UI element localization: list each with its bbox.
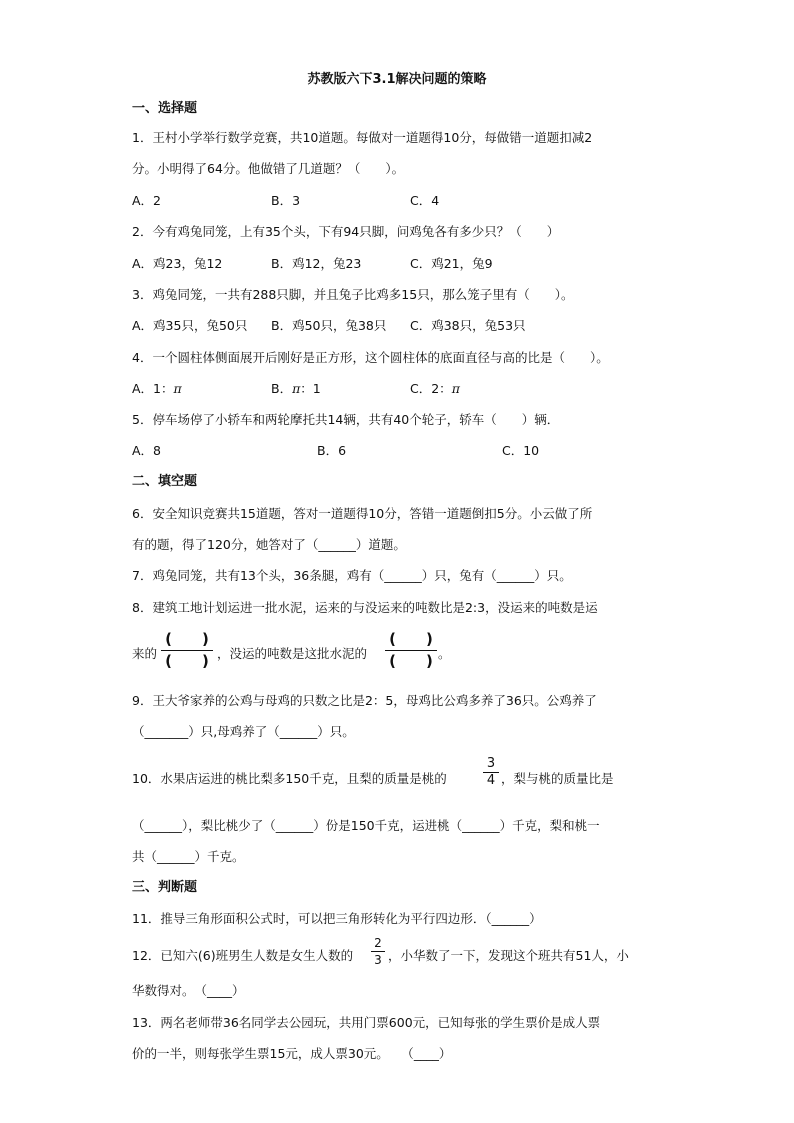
q11-line1: 11．推导三角形面积公式时，可以把三角形转化为平行四边形．（______）	[132, 911, 542, 926]
q4-option-b-suffix: ：1	[300, 381, 321, 396]
blank-fraction: ( ) ( )	[385, 630, 437, 671]
fraction-numerator: 2	[374, 936, 382, 950]
section-heading-choice: 一、选择题	[132, 101, 198, 116]
fraction-numerator: 3	[486, 756, 496, 771]
q13-line2: 价的一半，则每张学生票15元，成人票30元。 （____）	[132, 1046, 452, 1061]
q4-option-c-text: C．2：	[410, 381, 452, 396]
q5-option-a: A．8	[132, 443, 162, 458]
q4-option-b-prefix: B．	[271, 381, 293, 396]
q4-option-a-text: A．1：	[132, 381, 174, 396]
pi-symbol: π	[292, 381, 301, 396]
q4-option-a	[132, 381, 182, 397]
q6-line1: 6．安全知识竞赛共15道题，答对一道题得10分，答错一道题倒扣5分。小云做了所	[132, 506, 593, 521]
q12-line2: 华数得对。 （____）	[132, 983, 245, 998]
fraction-denominator: 4	[486, 773, 496, 788]
q1-option-a: A．2	[132, 193, 162, 208]
q3-option-a: A．鸡35只，兔50只	[132, 318, 248, 333]
q4-option-c	[410, 381, 460, 397]
q6-line2: 有的题，得了120分，她答对了（______）道题。	[132, 537, 406, 552]
q2-option-a: A．鸡23，兔12	[132, 256, 223, 271]
q2-option-b: B．鸡12，兔23	[271, 256, 362, 271]
q4-line1: 4．一个圆柱体侧面展开后刚好是正方形，这个圆柱体的底面直径与高的比是（ ）。	[132, 350, 609, 365]
q2-line1: 2．今有鸡兔同笼，上有35个头，下有94只脚，问鸡兔各有多少只？（ ）	[132, 224, 560, 239]
q10-line1-end: ，梨与桃的质量比是	[501, 771, 614, 786]
q9-line2: （_______）只,母鸡养了（______）只。	[132, 724, 355, 739]
q1-option-b: B．3	[271, 193, 301, 208]
page-title: 苏教版六下3.1解决问题的策略	[307, 72, 487, 87]
q3-option-b: B．鸡50只，兔38只	[271, 318, 387, 333]
section-heading-judge: 三、判断题	[132, 880, 198, 895]
q1-line1: 1．王村小学举行数学竞赛，共10道题。每做对一道题得10分，每做错一道题扣减2	[132, 130, 593, 145]
fraction-two-thirds	[371, 936, 385, 967]
q12-line1-start: 12．已知六(6)班男生人数是女生人数的	[132, 948, 354, 963]
q10-line1-start: 10．水果店运进的桃比梨多150千克，且梨的质量是桃的	[132, 771, 447, 786]
q12-line1-end: ，小华数了一下，发现这个班共有51人，小	[388, 948, 629, 963]
q10-line2: （______），梨比桃少了（______）份是150千克，运进桃（______）千克，梨和桃一	[132, 818, 600, 833]
q5-option-c: C．10	[502, 443, 540, 458]
q1-line2: 分。小明得了64分。他做错了几道题？（ ）。	[132, 161, 405, 176]
blank-fraction: ( ) ( )	[161, 630, 213, 671]
q3-line1: 3．鸡兔同笼，一共有288只脚，并且兔子比鸡多15只，那么笼子里有（ ）。	[132, 287, 574, 302]
q13-line1: 13．两名老师带36名同学去公园玩，共用门票600元，已知每张的学生票价是成人票	[132, 1015, 601, 1030]
section-heading-fill: 二、填空题	[132, 474, 198, 489]
q2-option-c: C．鸡21，兔9	[410, 256, 493, 271]
fraction-three-quarters	[483, 757, 499, 788]
q8-line2-middle: ，没运的吨数是这批水泥的	[217, 646, 368, 661]
q3-option-c: C．鸡38只，兔53只	[410, 318, 526, 333]
q9-line1: 9．王大爷家养的公鸡与母鸡的只数之比是2：5，母鸡比公鸡多养了36只。公鸡养了	[132, 693, 597, 708]
q5-line1: 5．停车场停了小轿车和两轮摩托共14辆，共有40个轮子，轿车（ ）辆．	[132, 412, 560, 427]
q4-option-b	[271, 381, 321, 397]
pi-symbol: π	[451, 381, 460, 396]
q8-line2-end: 。	[438, 646, 451, 661]
q8-line2-start: 来的	[132, 646, 158, 661]
pi-symbol: π	[173, 381, 182, 396]
q5-option-b: B．6	[317, 443, 347, 458]
q10-line3: 共（______）千克。	[132, 849, 245, 864]
q8-line1: 8．建筑工地计划运进一批水泥，运来的与没运来的吨数比是2:3，没运来的吨数是运	[132, 600, 598, 615]
fraction-denominator: 3	[374, 953, 382, 967]
q1-option-c: C．4	[410, 193, 440, 208]
q7-line1: 7．鸡兔同笼，共有13个头，36条腿，鸡有（______）只，兔有（______）只。	[132, 568, 572, 583]
